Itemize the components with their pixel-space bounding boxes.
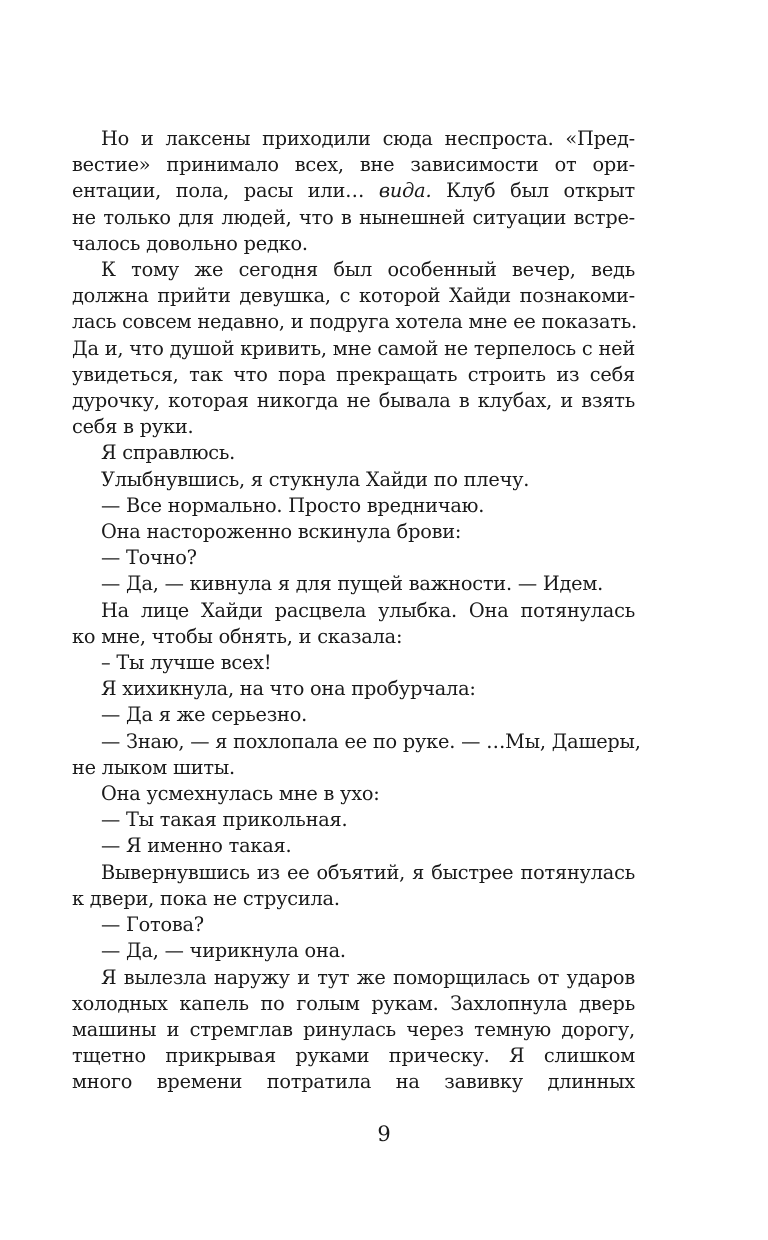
text-line: — Да, — чирикнула она. — [101, 939, 346, 963]
paragraph — [72, 938, 635, 964]
paragraph — [72, 440, 635, 466]
text-line: дурочку, которая никогда не бывала в клубах, и взять — [72, 389, 635, 413]
text-line: вестие» принимало всех, вне зависимости от ори- — [72, 153, 635, 177]
text-line: лась совсем недавно, и подруга хотела мне ее показать. — [72, 310, 637, 334]
italic-word: вида. — [378, 179, 432, 203]
text-line: Улыбнувшись, я стукнула Хайди по плечу. — [101, 467, 530, 491]
text-line: увидеться, так что пора прекращать строить из себя — [72, 362, 635, 386]
paragraph — [72, 467, 635, 493]
text-line: к двери, пока не струсила. — [72, 886, 340, 910]
paragraph — [72, 860, 635, 912]
text-line: — Я именно такая. — [101, 834, 292, 858]
paragraph — [72, 676, 635, 702]
text-line: — Готова? — [101, 913, 204, 937]
text-line: — Точно? — [101, 546, 197, 570]
text-line: Я вылезла наружу и тут же поморщилась от ударов — [101, 965, 635, 989]
paragraph — [72, 702, 635, 728]
paragraph — [72, 519, 635, 545]
text-line: не только для людей, что в нынешней ситуации встре- — [72, 205, 635, 229]
text-line: ко мне, чтобы обнять, и сказала: — [72, 624, 403, 648]
text-line: Вывернувшись из ее объятий, я быстрее потянулась — [101, 860, 635, 884]
text-line: – Ты лучше всех! — [101, 651, 272, 675]
text-line: себя в руки. — [72, 415, 194, 439]
text-line: Да и, что душой кривить, мне самой не терпелось с ней — [72, 336, 635, 360]
text-line: Она настороженно вскинула брови: — [101, 520, 462, 544]
book-page-text — [72, 126, 641, 1096]
paragraph — [72, 650, 635, 676]
paragraph — [72, 126, 635, 257]
text-line: — Ты такая прикольная. — [101, 808, 348, 832]
text-line: машины и стремглав ринулась через темную дорогу, — [72, 1017, 635, 1041]
paragraph — [72, 545, 635, 571]
text-line: На лице Хайди расцвела улыбка. Она потянулась — [101, 598, 635, 622]
paragraph — [72, 257, 635, 440]
text-line: К тому же сегодня был особенный вечер, ведь — [101, 258, 635, 282]
text-line: должна прийти девушка, с которой Хайди познакоми- — [72, 284, 635, 308]
text-line: Я справлюсь. — [101, 441, 236, 465]
text-line: — Все нормально. Просто вредничаю. — [101, 493, 485, 517]
paragraph — [72, 729, 641, 781]
text-line: — Знаю, — я похлопала ее по руке. — …Мы, Дашеры, — [101, 729, 641, 753]
text-line: много времени потратила на завивку длинных — [72, 1070, 635, 1094]
text-line: Но и лаксены приходили сюда неспроста. «Пред- — [101, 127, 635, 150]
paragraph — [72, 493, 635, 519]
paragraph — [72, 781, 635, 807]
text-line: — Да я же серьезно. — [101, 703, 308, 727]
paragraph — [72, 571, 635, 597]
text-line: — Да, — кивнула я для пущей важности. — Идем. — [101, 572, 604, 596]
paragraph — [72, 912, 635, 938]
text-line: тщетно прикрывая руками прическу. Я слишком — [72, 1044, 635, 1068]
page-number: 9 — [377, 1122, 391, 1146]
paragraph — [72, 833, 635, 859]
text-line: Я хихикнула, на что она пробурчала: — [101, 677, 476, 701]
text-line: чалось довольно редко. — [72, 231, 308, 255]
text-line: не лыком шиты. — [72, 755, 235, 779]
paragraph — [72, 807, 635, 833]
text-line: Она усмехнулась мне в ухо: — [101, 782, 380, 806]
paragraph — [72, 965, 635, 1096]
text-line: холодных капель по голым рукам. Захлопнула дверь — [72, 991, 635, 1015]
paragraph — [72, 598, 635, 650]
text-line: ентации, пола, расы или… вида. Клуб был открыт — [72, 179, 635, 203]
